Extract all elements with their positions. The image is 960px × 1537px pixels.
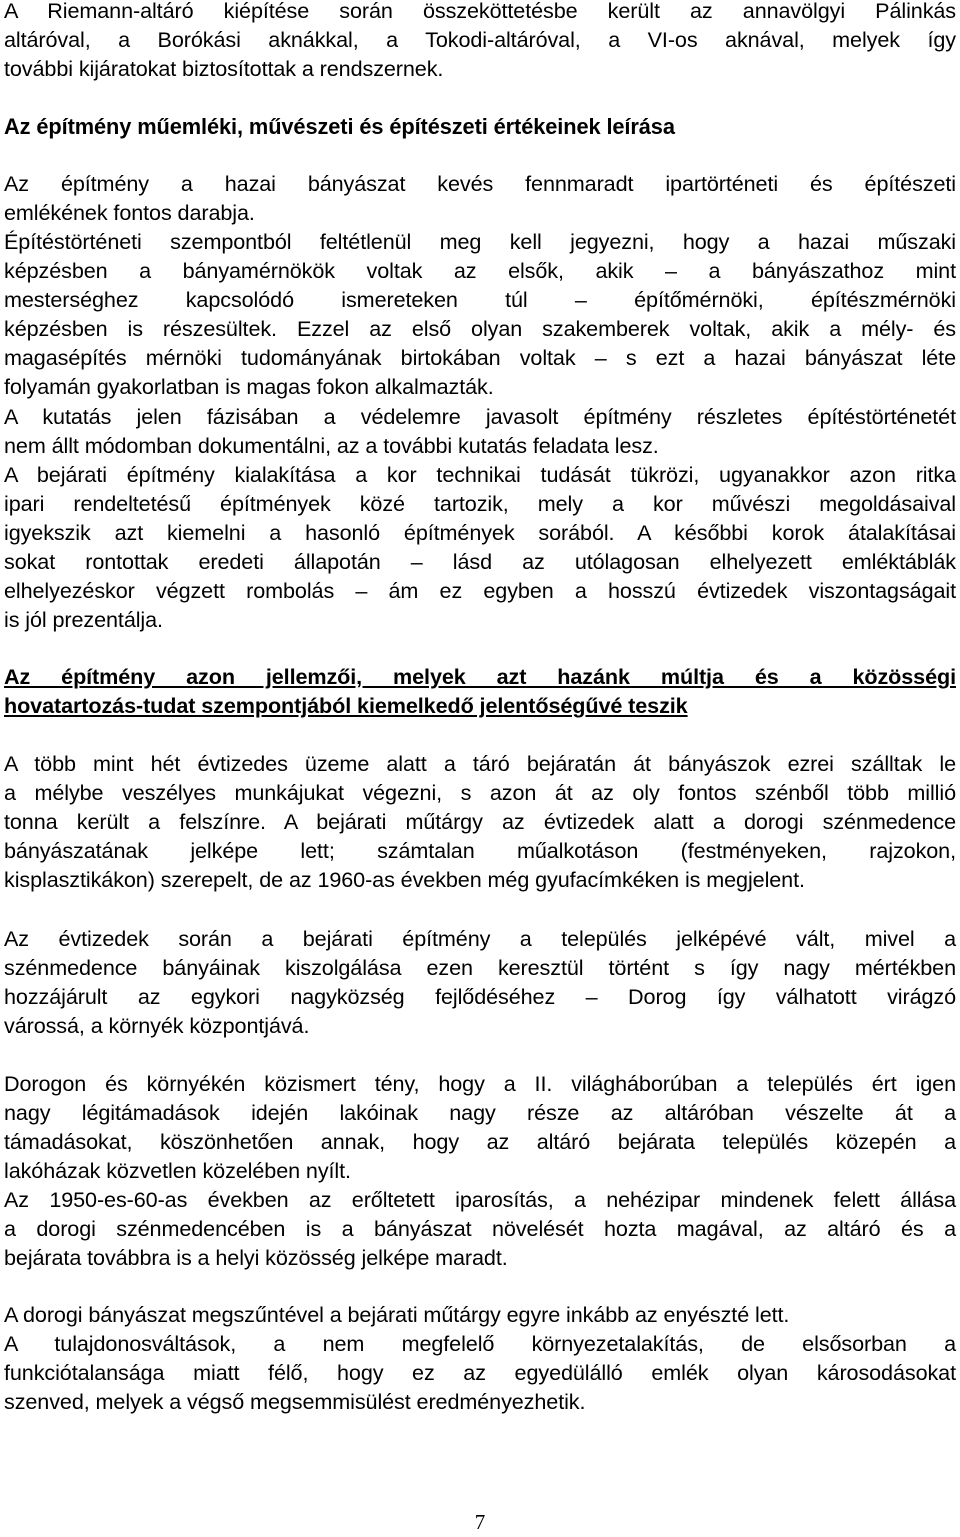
heading-text: hovatartozás-tudat szempontjából kiemelkedő jelentőségűvé teszik — [4, 693, 688, 719]
text-line: bányászatának jelképe lett; számtalan műalkotáson (festményeken, rajzokon, — [4, 838, 956, 864]
paragraph — [4, 402, 956, 460]
text-line: funkciótalansága miatt félő, hogy ez az egyedülálló emlék olyan károsodásokat — [4, 1360, 956, 1386]
text-line: A tulajdonosváltások, a nem megfelelő környezetalakítás, de elsősorban a — [4, 1331, 956, 1357]
paragraph — [4, 1069, 956, 1185]
text-line: kisplasztikákon) szerepelt, de az 1960-as években még gyufacímkéken is megjelent. — [4, 867, 805, 893]
text-line: Az évtizedek során a bejárati építmény a település jelképévé vált, mivel a — [4, 926, 956, 951]
text-line: A Riemann-altáró kiépítése során összeköttetésbe került az annavölgyi Pálinkás — [4, 0, 956, 23]
paragraph — [4, 1185, 956, 1272]
text-line: Az 1950-es-60-as években az erőltetett iparosítás, a nehézipar mindenek felett állása — [4, 1187, 956, 1212]
text-line: is jól prezentálja. — [4, 607, 163, 633]
text-line: mesterséghez kapcsolódó ismereteken túl – építőmérnöki, építészmérnöki — [4, 287, 956, 313]
text-line: ipari rendeltetésű építmények közé tartozik, mely a kor művészi megoldásaival — [4, 491, 956, 517]
text-line: a mélybe veszélyes munkájukat végezni, s azon át az oly fontos szénből több millió — [4, 780, 956, 806]
text-line: igyekszik azt kiemelni a hasonló építmények sorából. A későbbi korok átalakításai — [4, 520, 956, 546]
paragraph — [4, 749, 956, 894]
text-line: Dorogon és környékén közismert tény, hogy a II. világháborúban a település ért igen — [4, 1071, 956, 1096]
section-heading — [4, 112, 956, 141]
text-line: Építéstörténeti szempontból feltétlenül meg kell jegyezni, hogy a hazai műszaki — [4, 229, 956, 254]
heading-text: Az építmény azon jellemzői, melyek azt hazánk múltja és a közösségi — [4, 664, 956, 689]
text-line: elhelyezéskor végzett rombolás – ám ez egyben a hosszú évtizedek viszontagságait — [4, 578, 956, 604]
text-line: a dorogi szénmedencében is a bányászat növelését hozta magával, az altáró és a — [4, 1216, 956, 1242]
text-line: nem állt módomban dokumentálni, az a további kutatás feladata lesz. — [4, 433, 659, 459]
text-line: képzésben is részesültek. Ezzel az első olyan szakemberek voltak, akik a mély- és — [4, 316, 956, 342]
intro-paragraph — [4, 0, 956, 83]
heading-text: Az építmény műemléki, művészeti és építészeti értékeinek leírása — [4, 114, 675, 139]
paragraph — [4, 460, 956, 635]
text-line: bejárata továbbra is a helyi közösség jelképe maradt. — [4, 1245, 508, 1271]
text-line: A bejárati építmény kialakítása a kor technikai tudását tükrözi, ugyanakkor azon ritka — [4, 462, 956, 487]
text-line: további kijáratokat biztosítottak a rendszernek. — [4, 56, 444, 82]
text-line: szenved, melyek a végső megsemmisülést eredményezhetik. — [4, 1389, 586, 1415]
text-line: sokat rontottak eredeti állapotán – lásd az utólagosan elhelyezett emléktáblák — [4, 549, 956, 575]
text-line: nagy légitámadások idején lakóinak nagy része az altáróban vészelte át a — [4, 1100, 956, 1126]
text-line: A kutatás jelen fázisában a védelemre javasolt építmény részletes építéstörténetét — [4, 404, 956, 429]
text-line: Az építmény a hazai bányászat kevés fennmaradt ipartörténeti és építészeti — [4, 171, 956, 196]
text-line: támadásokat, köszönhetően annak, hogy az altáró bejárata település közepén a — [4, 1129, 956, 1155]
text-line: altáróval, a Borókási aknákkal, a Tokodi-altáróval, a VI-os aknával, melyek így — [4, 27, 956, 53]
text-line: folyamán gyakorlatban is magas fokon alkalmazták. — [4, 374, 494, 400]
paragraph — [4, 169, 956, 227]
text-line: képzésben a bányamérnökök voltak az elsők, akik – a bányászathoz mint — [4, 258, 956, 284]
text-line: szénmedence bányáinak kiszolgálása ezen keresztül történt s így nagy mértékben — [4, 955, 956, 981]
text-line: tonna került a felszínre. A bejárati műtárgy az évtizedek alatt a dorogi szénmedence — [4, 809, 956, 835]
text-line: várossá, a környék központjává. — [4, 1013, 310, 1039]
paragraph — [4, 227, 956, 402]
section-heading-underlined — [4, 662, 956, 720]
text-line: emlékének fontos darabja. — [4, 200, 255, 226]
paragraph — [4, 1300, 956, 1416]
paragraph — [4, 924, 956, 1040]
text-line: lakóházak közvetlen közelében nyílt. — [4, 1158, 351, 1184]
page-number: 7 — [474, 1510, 486, 1534]
text-line: hozzájárult az egykori nagyközség fejlődéséhez – Dorog így válhatott virágzó — [4, 984, 956, 1010]
text-line: magasépítés mérnöki tudományának birtokában voltak – s ezt a hazai bányászat léte — [4, 345, 956, 371]
text-line: A dorogi bányászat megszűntével a bejárati műtárgy egyre inkább az enyészté lett. — [4, 1302, 790, 1327]
text-line: A több mint hét évtizedes üzeme alatt a táró bejáratán át bányászok ezrei szálltak le — [4, 751, 956, 776]
